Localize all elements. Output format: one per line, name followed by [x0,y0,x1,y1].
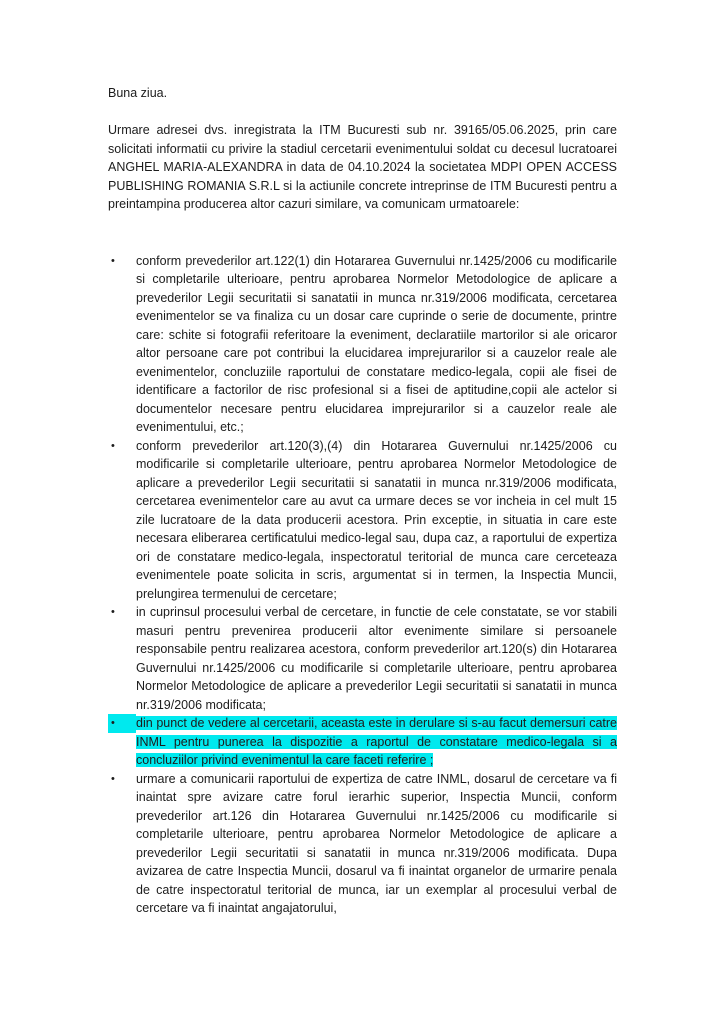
bullet-list [108,252,617,918]
list-item [108,252,617,437]
list-item-text: conform prevederilor art.120(3),(4) din Hotararea Guvernului nr.1425/2006 cu modificarile si completarile ulterioare, pentru aprobarea Normelor Metodologice de aplicare a prevederilor Legii securitatii si sanatatii in munca nr.319/2006 modificata, cercetarea evenimentelor care au avut ca urmare deces se vor incheia in cel mult 15 zile lucratoare de la data producerii acestora. Prin exceptie, in situatia in care este necesara eliberarea certificatului medico-legal sau, dupa caz, a raportului de expertiza ori de constatare medico-legala, inspectoratul teritorial de munca care cerceteaza evenimentele poate solicita in scris, argumentat si in termen, la Inspectia Muncii, prelungirea termenului de cercetare; [136,438,617,601]
list-item-highlighted [108,714,617,770]
letter-body [108,84,617,918]
bullet-icon: • [111,606,115,618]
bullet-icon: • [111,254,115,267]
bullet-icon: • [111,439,115,452]
bullet-icon: • [111,772,115,785]
list-item [108,603,617,714]
list-item [108,770,617,918]
list-item [108,437,617,604]
list-item-text: in cuprinsul procesului verbal de cercetare, in functie de cele constatate, se vor stabili masuri pentru prevenirea producerii altor evenimente similare si persoanele responsabile pentru realizarea acestora, conform prevederilor art.120(s) din Hotararea Guvernului nr.1425/2006 cu modificarile si completarile ulterioare, pentru aprobarea Normelor Metodologice de aplicare a prevederilor Legii securitatii si sanatatii in munca nr.319/2006 modificata; [136,605,617,712]
list-item-text: urmare a comunicarii raportului de expertiza de catre INML, dosarul de cercetare va fi inaintat spre avizare catre forul ierarhic superior, Inspectia Muncii, conform prevederilor art.126 din Hotararea Guvernului nr.1425/2006 cu modificarile si completarile ulterioare, pentru aprobarea Normelor Metodologice de aplicare a prevederilor Legii securitatii si sanatatii in munca nr.319/2006 modificata. Dupa avizarea de catre Inspectia Muncii, dosarul va fi inaintat organelor de urmarire penala de catre inspectoratul teritorial de munca, iar un exemplar al procesului verbal de cercetare va fi inaintat angajatorului, [136,771,617,915]
intro-paragraph: Urmare adresei dvs. inregistrata la ITM Bucuresti sub nr. 39165/05.06.2025, prin care solicitati informatii cu privire la stadiul cercetarii evenimentului soldat cu decesul lucratoarei ANGHEL MARIA-ALEXANDRA in data de 04.10.2024 la societatea MDPI OPEN ACCESS PUBLISHING ROMANIA S.R.L si la actiunile concrete intreprinse de ITM Bucuresti pentru a preintampina producerea altor cazuri similare, va comunicam urmatoarele: [108,123,617,211]
bullet-icon: • [108,714,136,733]
list-item-text: din punct de vedere al cercetarii, aceasta este in derulare si s-au facut demersuri catre INML pentru punerea la dispozitie a raportul de constatare medico-legala si a concluziilor privind evenimentul la care faceti referire ; [136,716,617,767]
greeting-text: Buna ziua. [108,86,168,100]
list-item-text: conform prevederilor art.122(1) din Hotararea Guvernului nr.1425/2006 cu modificarile si completarile ulterioare, pentru aprobarea Normelor Metodologice de aplicare a prevederilor Legii securitatii si sanatatii in munca nr.319/2006 modificata, cercetarea evenimentelor se va finaliza cu un dosar care cuprinde o serie de documente, printre care: schite si fotografii referitoare la eveniment, declaratiile martorilor si ale oricaror altor persoane care pot contribui la elucidarea imprejurarilor si a cauzelor reale ale evenimentelor, concluziile raportului de constatare medico-legala, copii ale fisei de identificare a factorilor de risc profesional si a fisei de aptitudine,copii ale actelor si documentelor necesare pentru elucidarea imprejurarilor si a cauzelor reale ale evenimentului, etc.; [136,253,617,434]
